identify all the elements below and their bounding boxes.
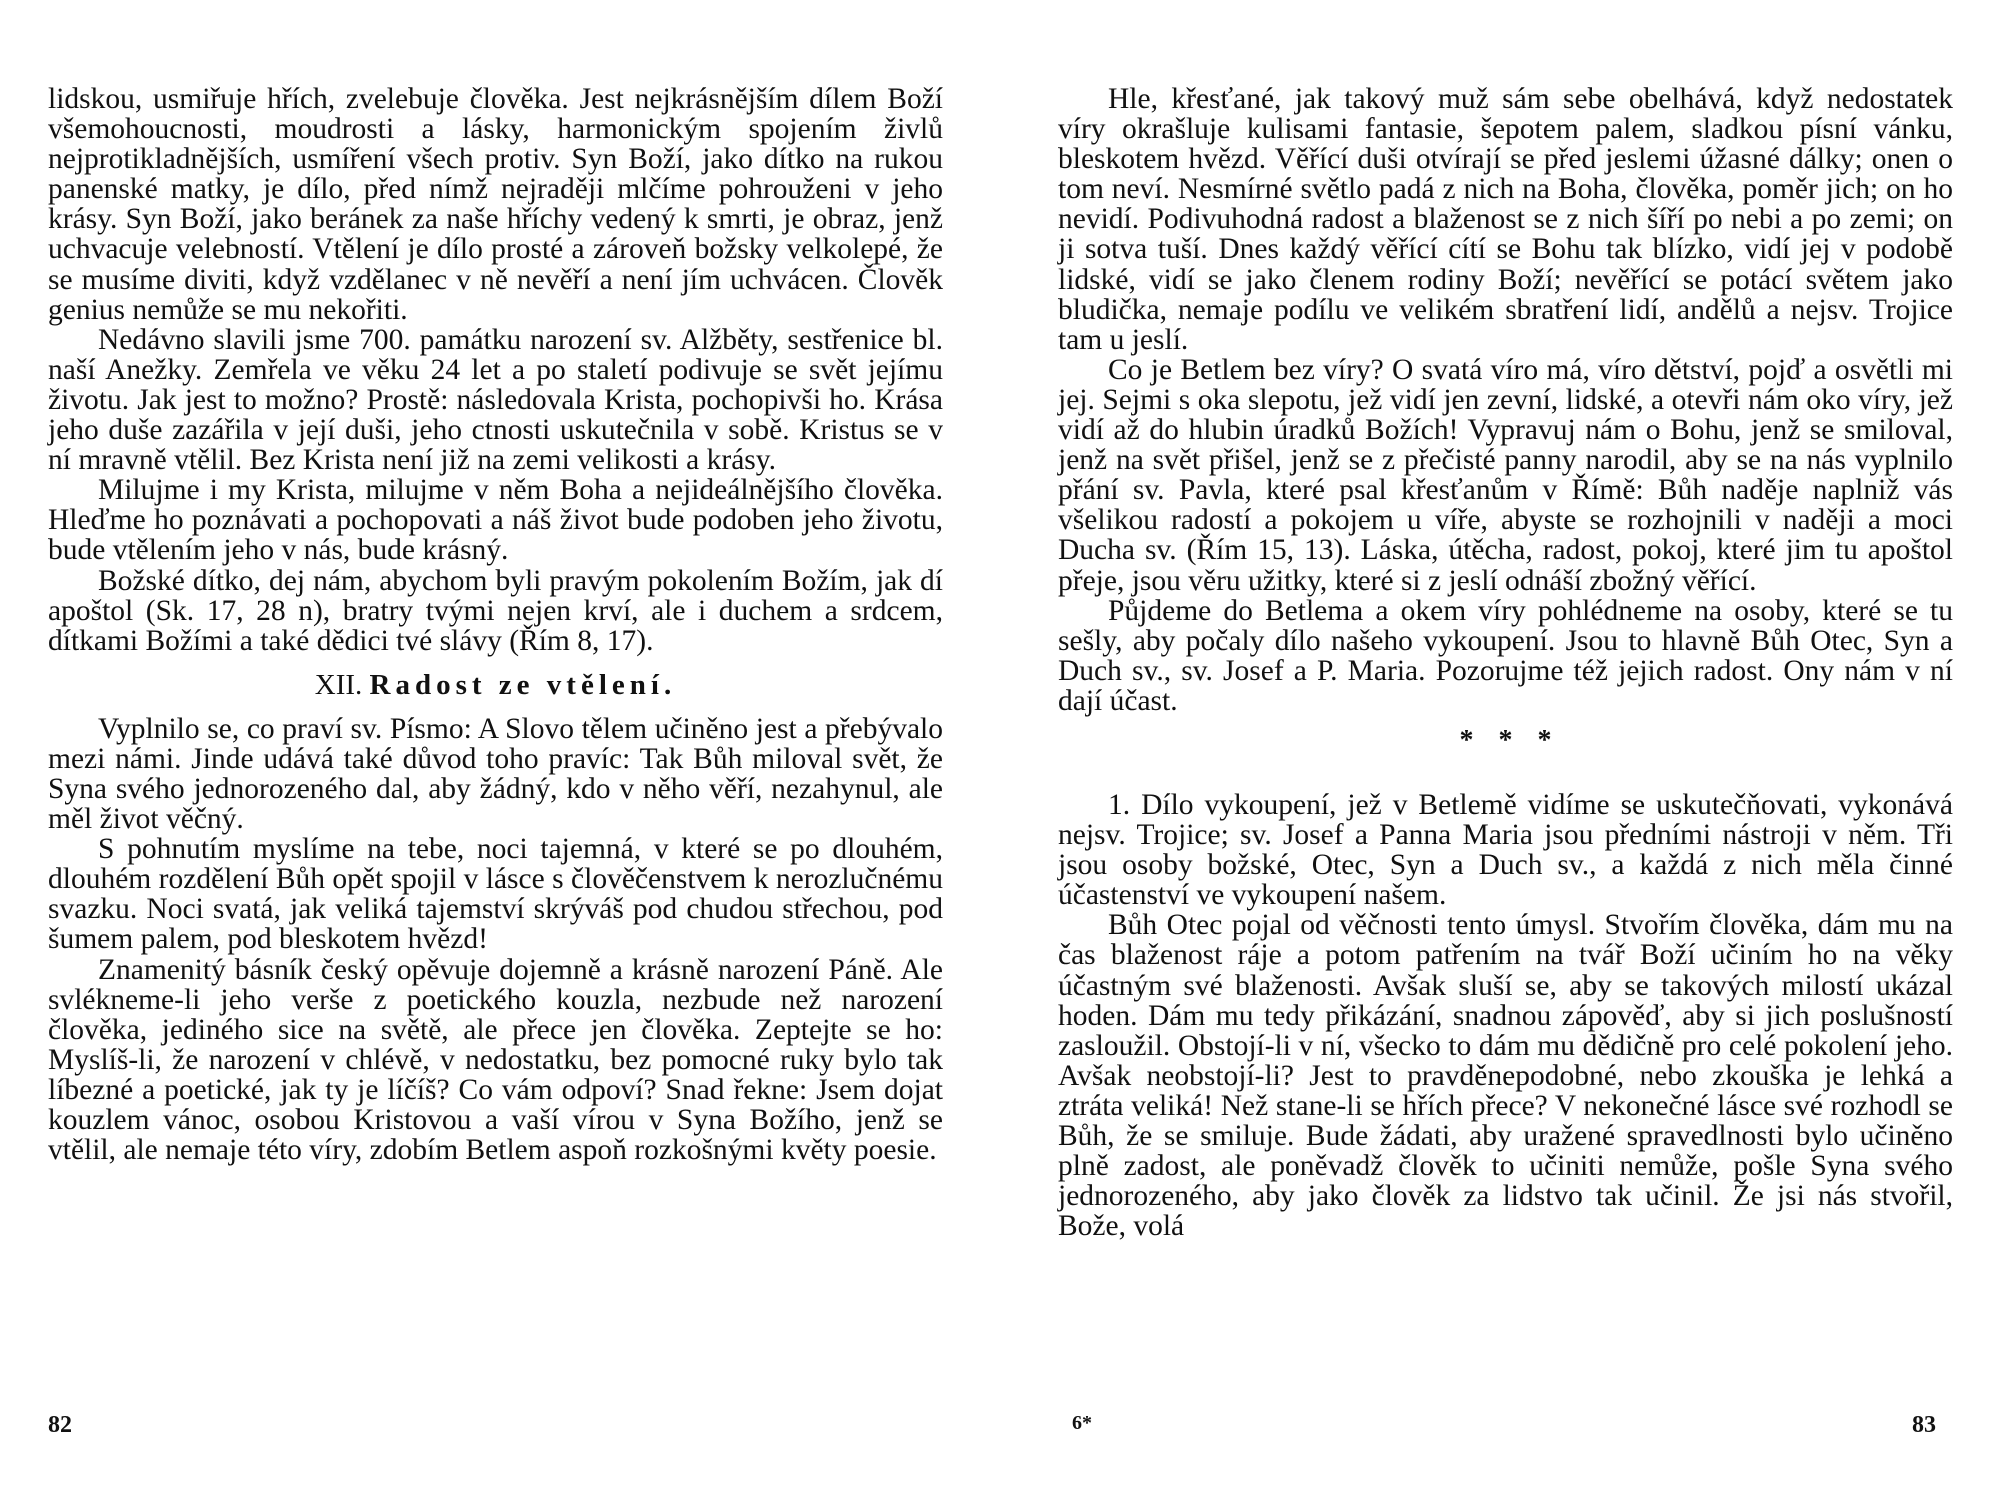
chapter-number: XII. bbox=[314, 668, 363, 701]
left-page bbox=[48, 84, 943, 1165]
paragraph: Božské dítko, dej nám, abychom byli pravým pokolením Božím, jak dí apoštol (Sk. 17, 28 n), bratry tvými nejen krví, ale i duchem a srdcem, dítkami Božími a také dědici tvé slávy (Řím 8, 17). bbox=[48, 564, 943, 657]
paragraph: Bůh Otec pojal od věčnosti tento úmysl. Stvořím člověka, dám mu na čas blaženost ráje a potom patřením na tvář Boží učiním ho na věky účastným své blaženosti. Avšak sluší se, aby se takových milostí ukázal hoden. Dám mu tedy přikázání, snadnou zápověď, aby si jich poslušností zasloužil. Obstojí-li v ní, všecko to dám mu dědičně pro celé pokolení jeho. Avšak neobstojí-li? Jest to pravděnepodobné, nebo zkouška je lehká a ztráta veliká! Než stane-li se hřích přece? V nekonečné lásce své rozhodl se Bůh, že se smiluje. Bude žádati, aby uražené spravedlnosti bylo učiněno plně zadost, ale poněvadž člověk to učiniti nemůže, pošle Syna svého jednorozeného, aby jako člověk za lidstvo tak učinil. Že jsi nás stvořil, Bože, volá bbox=[1058, 909, 1953, 1243]
section-separator: * * * bbox=[1459, 724, 1552, 756]
paragraph: S pohnutím myslíme na tebe, noci tajemná, v které se po dlouhém, dlouhém rozdělení Bůh opět spojil v lásce s člověčenstvem k nerozlučnému svazku. Noci svatá, jak veliká tajemství skrýváš pod chudou střechou, pod šumem palem, pod bleskotem hvězd! bbox=[48, 833, 943, 956]
right-page bbox=[1058, 84, 1953, 1241]
chapter-heading bbox=[48, 670, 943, 700]
paragraph: Milujme i my Krista, milujme v něm Boha a nejideálnějšího člověka. Hleďme ho poznávati a pochopovati a náš život bude podoben jeho životu, bude vtělením jeho v nás, bude krásný. bbox=[48, 474, 943, 567]
page-number-left: 82 bbox=[48, 1412, 72, 1438]
signature-mark: 6* bbox=[1072, 1412, 1092, 1434]
paragraph: Znamenitý básník český opěvuje dojemně a krásně narození Páně. Ale svlékneme-li jeho verše z poetického kouzla, nezbude než narození člověka, jediného sice na světě, ale přece jen člověka. Zeptejte se ho: Myslíš-li, že narození v chlévě, v nedostatku, bez pomocné ruky bylo tak líbezné a poetické, jak ty je líčíš? Co vám odpoví? Snad řekne: Jsem dojat kouzlem vánoc, osobou Kristovou a vaší vírou v Syna Božího, jenž se vtělil, ale nemaje této víry, zdobím Betlem aspoň rozkošnými květy poesie. bbox=[48, 953, 943, 1167]
paragraph: Hle, křesťané, jak takový muž sám sebe obelhává, když nedostatek víry okrašluje kulisami fantasie, šepotem palem, sladkou písní vánku, bleskotem hvězd. Věřící duši otvírají se před jeslemi úžasné dálky; onen o tom neví. Nesmírné světlo padá z nich na Boha, člověka, poměr jich; on ho nevidí. Podivuhodná radost a blaženost se z nich šíří po nebi a po zemi; on ji sotva tuší. Dnes každý věřící cítí se Bohu tak blízko, vidí jej v podobě lidské, vidí se jako členem rodiny Boží; nevěřící se potácí světem jako bludička, nemaje podílu ve velikém sbratření lidí, andělů a nejsv. Trojice tam u jeslí. bbox=[1058, 83, 1953, 356]
paragraph: 1. Dílo vykoupení, jež v Betlemě vidíme se uskutečňovati, vykonává nejsv. Trojice; sv. Josef a Panna Maria jsou předními nástroji v něm. Tři jsou osoby božské, Otec, Syn a Duch sv., a každá z nich měla činné účastenství ve vykoupení našem. bbox=[1058, 788, 1953, 912]
paragraph: lidskou, usmiřuje hřích, zvelebuje člověka. Jest nejkrásnějším dílem Boží všemohoucnosti, moudrosti a lásky, harmonickým spojením živlů nejprotikladnějších, usmíření všech protiv. Syn Boží, jako dítko na rukou panenské matky, je dílo, před nímž nejraději mlčíme pohrouženi v jeho krásy. Syn Boží, jako beránek za naše hříchy vedený k smrti, je obraz, jenž uchvacuje velebností. Vtělení je dílo prosté a zároveň božsky velkolepé, že se musíme diviti, když vzdělanec v ně nevěří a není jím uchvácen. Člověk genius nemůže se mu nekořiti. bbox=[48, 83, 943, 326]
paragraph: Co je Betlem bez víry? O svatá víro má, víro dětství, pojď a osvětli mi jej. Sejmi s oka slepotu, jež vidí jen zevní, lidské, a otevři nám oko víry, jež vidí až do hlubin úradků Božích! Vypravuj nám o Bohu, jenž se smiloval, jenž na svět přišel, jenž se z přečisté panny narodil, aby se na nás vyplnilo přání sv. Pavla, které psal křesťanům v Římě: Bůh naděje naplniž vás všelikou radostí a pokojem u víře, abyste se rozhojnili v naději a moci Ducha sv. (Řím 15, 13). Láska, útěcha, radost, pokoj, které jim tu apoštol přeje, jsou věru užitky, které si z jeslí odnáší zbožný věřící. bbox=[1058, 353, 1953, 597]
paragraph: Půjdeme do Betlema a okem víry pohlédneme na osoby, které se tu sešly, aby počaly dílo našeho vykoupení. Jsou to hlavně Bůh Otec, Syn a Duch sv., sv. Josef a P. Maria. Pozorujme též jejich radost. Ony nám v ní dají účast. bbox=[1058, 594, 1953, 717]
paragraph: Nedávno slavili jsme 700. památku narození sv. Alžběty, sestřenice bl. naší Anežky. Zemřela ve věku 24 let a po staletí podivuje se svět jejímu životu. Jak jest to možno? Prostě: následovala Krista, pochopivši ho. Krása jeho duše zazářila v její duši, jeho ctnosti uskutečnila v sobě. Kristus se v ní mravně vtělil. Bez Krista není již na zemi velikosti a krásy. bbox=[48, 323, 943, 477]
chapter-title: Radost ze vtělení. bbox=[369, 668, 677, 701]
page-number-right: 83 bbox=[1912, 1412, 1936, 1438]
paragraph: Vyplnilo se, co praví sv. Písmo: A Slovo tělem učiněno jest a přebývalo mezi námi. Jinde udává také důvod toho pravíc: Tak Bůh miloval svět, že Syna svého jednorozeného dal, aby žádný, kdo v něho věří, nezahynul, ale měl život věčný. bbox=[48, 712, 943, 836]
